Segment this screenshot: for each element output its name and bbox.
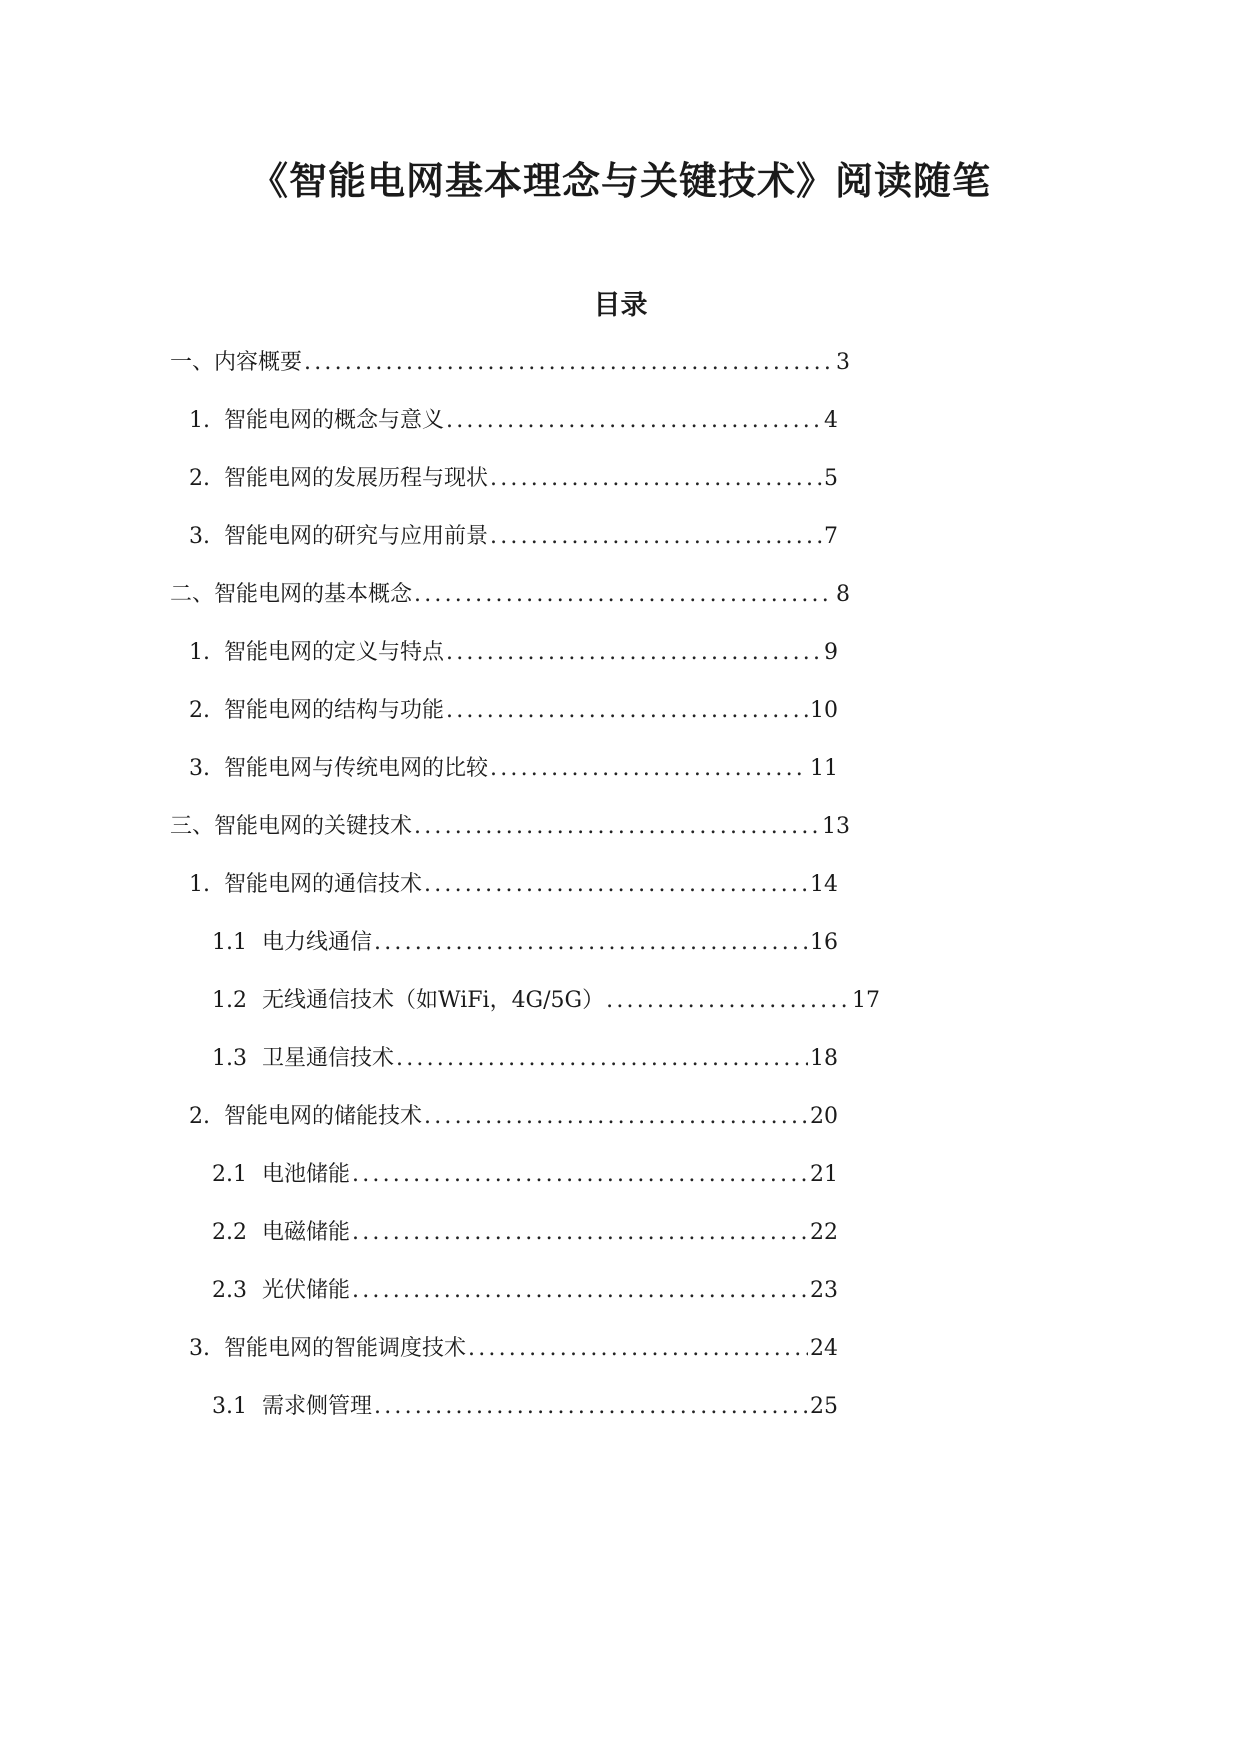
toc-entry-number: 1. xyxy=(189,408,210,433)
toc-entry[interactable] xyxy=(172,404,838,438)
document-title: 《智能电网基本理念与关键技术》阅读随笔 xyxy=(249,158,991,203)
toc-dot-leader xyxy=(424,868,808,902)
toc-entry-text: 电磁储能 xyxy=(262,1220,351,1245)
toc-page-number: 13 xyxy=(822,814,850,839)
toc-entry-text: 二、智能电网的基本概念 xyxy=(170,582,413,607)
toc-dot-leader xyxy=(352,1216,808,1250)
toc-entry[interactable] xyxy=(172,752,838,786)
toc-entry[interactable] xyxy=(172,636,838,670)
toc-entry[interactable] xyxy=(212,1158,838,1192)
toc-page-number: 17 xyxy=(852,988,880,1013)
toc-page-number: 25 xyxy=(810,1394,838,1419)
toc-page-number: 3 xyxy=(836,350,850,375)
toc-entry[interactable] xyxy=(212,1274,838,1308)
toc-entry-number: 3. xyxy=(189,756,210,781)
toc-entry[interactable] xyxy=(212,1216,838,1250)
toc-entry[interactable] xyxy=(212,984,880,1018)
toc-dot-leader xyxy=(468,1332,808,1366)
toc-dot-leader xyxy=(414,810,820,844)
toc-dot-leader xyxy=(490,462,822,496)
toc-entry-number: 2.2 xyxy=(212,1220,247,1245)
toc-entry-number: 2.3 xyxy=(212,1278,247,1303)
toc-entry-text: 智能电网的定义与特点 xyxy=(224,640,445,665)
toc-entry-number: 1. xyxy=(189,872,210,897)
toc-entry[interactable] xyxy=(170,810,850,844)
toc-entry[interactable] xyxy=(170,578,850,612)
toc-dot-leader xyxy=(490,752,808,786)
toc-dot-leader xyxy=(352,1158,808,1192)
toc-dot-leader xyxy=(414,578,834,612)
toc-entry[interactable] xyxy=(172,1100,838,1134)
toc-page-number: 7 xyxy=(824,524,838,549)
toc-dot-leader xyxy=(446,404,822,438)
toc-entry[interactable] xyxy=(212,1042,838,1076)
toc-dot-leader xyxy=(352,1274,808,1308)
toc-page-number: 8 xyxy=(836,582,850,607)
toc-entry-text: 一、内容概要 xyxy=(170,350,303,375)
toc-entry-text: 电力线通信 xyxy=(262,930,373,955)
toc-page-number: 5 xyxy=(824,466,838,491)
toc-page-number: 22 xyxy=(810,1220,838,1245)
toc-dot-leader xyxy=(396,1042,808,1076)
toc-dot-leader xyxy=(446,694,808,728)
toc-entry[interactable] xyxy=(212,926,838,960)
toc-dot-leader xyxy=(490,520,822,554)
toc-entry-number: 3.1 xyxy=(212,1394,247,1419)
toc-dot-leader xyxy=(606,984,850,1018)
toc-dot-leader xyxy=(446,636,822,670)
toc-entry-text: 电池储能 xyxy=(262,1162,351,1187)
toc-entry-text: 智能电网的通信技术 xyxy=(224,872,423,897)
toc-dot-leader xyxy=(374,1390,808,1424)
toc-page-number: 23 xyxy=(810,1278,838,1303)
toc-entry-text: 智能电网的智能调度技术 xyxy=(224,1336,467,1361)
toc-dot-leader xyxy=(424,1100,808,1134)
toc-entry-number: 3. xyxy=(189,1336,210,1361)
toc-entry-text: 无线通信技术（如WiFi，4G/5G） xyxy=(262,988,605,1013)
toc-entry-text: 智能电网的结构与功能 xyxy=(224,698,445,723)
toc-heading: 目录 xyxy=(593,290,648,321)
toc-page-number: 24 xyxy=(810,1336,838,1361)
toc-entry-number: 3. xyxy=(189,524,210,549)
toc-page-number: 10 xyxy=(810,698,838,723)
toc-entry-text: 智能电网的储能技术 xyxy=(224,1104,423,1129)
toc-entry-number: 1.1 xyxy=(212,930,247,955)
toc-entry-text: 智能电网的研究与应用前景 xyxy=(224,524,489,549)
toc-entry-text: 智能电网的概念与意义 xyxy=(224,408,445,433)
toc-entry-text: 光伏储能 xyxy=(262,1278,351,1303)
toc-entry[interactable] xyxy=(172,462,838,496)
toc-dot-leader xyxy=(304,346,834,380)
toc-entry-number: 1. xyxy=(189,640,210,665)
toc-entry-text: 智能电网与传统电网的比较 xyxy=(224,756,489,781)
toc-entry-text: 卫星通信技术 xyxy=(262,1046,395,1071)
toc-entry-number: 1.2 xyxy=(212,988,247,1013)
toc-entry-number: 2. xyxy=(189,698,210,723)
toc-entry[interactable] xyxy=(172,1332,838,1366)
toc-entry[interactable] xyxy=(170,346,850,380)
toc-entry-number: 2. xyxy=(189,466,210,491)
toc-entry-text: 三、智能电网的关键技术 xyxy=(170,814,413,839)
toc-entry-text: 智能电网的发展历程与现状 xyxy=(224,466,489,491)
toc-page-number: 18 xyxy=(810,1046,838,1071)
toc-entry-number: 1.3 xyxy=(212,1046,247,1071)
toc-page-number: 21 xyxy=(810,1162,838,1187)
toc-page-number: 11 xyxy=(810,756,838,781)
toc-entry[interactable] xyxy=(172,694,838,728)
toc-entry[interactable] xyxy=(172,868,838,902)
toc-page-number: 20 xyxy=(810,1104,838,1129)
toc-page-number: 14 xyxy=(810,872,838,897)
toc-entry[interactable] xyxy=(212,1390,838,1424)
toc-entry-text: 需求侧管理 xyxy=(262,1394,373,1419)
toc-page-number: 4 xyxy=(824,408,838,433)
toc-dot-leader xyxy=(374,926,808,960)
toc-entry-number: 2.1 xyxy=(212,1162,247,1187)
toc-page-number: 16 xyxy=(810,930,838,955)
toc-page-number: 9 xyxy=(824,640,838,665)
toc-entry-number: 2. xyxy=(189,1104,210,1129)
toc-entry[interactable] xyxy=(172,520,838,554)
